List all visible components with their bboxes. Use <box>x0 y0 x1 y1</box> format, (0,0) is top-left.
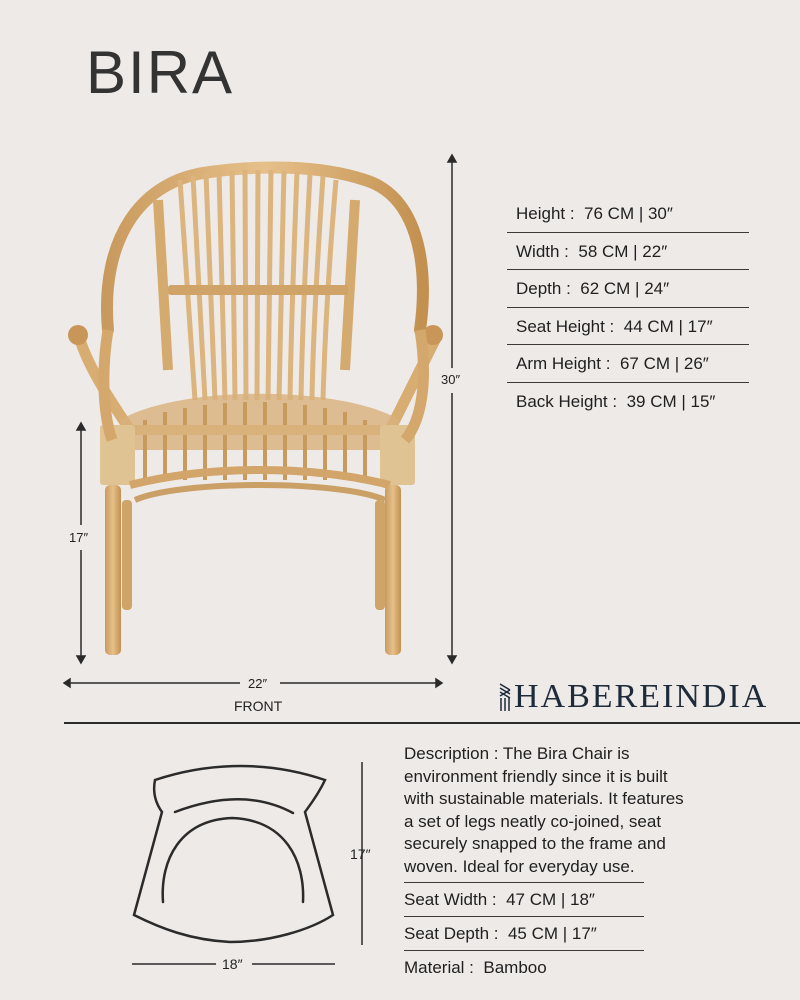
detail-row-seat-depth <box>404 917 644 951</box>
seat-height-label: 17″ <box>69 530 89 545</box>
description-block <box>404 743 734 985</box>
product-title: BIRA <box>86 39 235 106</box>
section-divider <box>64 722 800 724</box>
spec-table <box>507 195 749 420</box>
spec-label: Depth : <box>516 279 571 298</box>
spec-label: Height : <box>516 204 575 223</box>
spec-label: Width : <box>516 241 569 261</box>
spec-row-height <box>507 195 749 233</box>
chair-front-image <box>60 150 460 670</box>
spec-row-width <box>507 233 749 271</box>
spec-label: Seat Height : <box>516 316 615 336</box>
description-line: woven. Ideal for everyday use. <box>404 856 635 876</box>
spec-row-arm-height <box>507 345 749 383</box>
detail-label: Seat Width : <box>404 890 497 909</box>
spec-row-depth <box>507 270 749 308</box>
top-view-width-label: 18″ <box>222 956 243 972</box>
detail-row-seat-width <box>404 883 644 917</box>
description-text <box>404 743 684 883</box>
spec-value: 39 CM | 15″ <box>626 391 716 411</box>
spec-value: 67 CM | 26″ <box>619 354 709 373</box>
spec-value: 44 CM | 17″ <box>623 316 713 336</box>
total-height-label: 30″ <box>441 372 461 387</box>
top-view-depth-label: 17″ <box>350 846 371 862</box>
description-line: securely snapped to the frame and <box>404 834 666 853</box>
spec-row-back-height <box>507 383 749 421</box>
brand-name: HABEREINDIA <box>514 678 769 715</box>
spec-label: Arm Height : <box>516 354 611 373</box>
detail-value: Bamboo <box>483 958 547 977</box>
description-line: Description : The Bira Chair is <box>404 744 630 763</box>
width-label: 22″ <box>248 676 268 691</box>
detail-row-material <box>404 951 644 985</box>
chair-top-view-diagram <box>120 750 400 980</box>
spec-value: 76 CM | 30″ <box>584 204 673 223</box>
view-label: FRONT <box>234 698 283 714</box>
spec-value: 58 CM | 22″ <box>578 241 668 261</box>
description-line: environment friendly since it is built <box>404 766 668 786</box>
spec-label: Back Height : <box>516 391 618 411</box>
spec-row-seat-height <box>507 308 749 346</box>
description-line: with sustainable materials. It features <box>404 789 684 808</box>
detail-label: Seat Depth : <box>404 924 499 943</box>
spec-value: 62 CM | 24″ <box>580 279 670 298</box>
detail-value: 45 CM | 17″ <box>507 924 597 943</box>
brand-logo <box>498 677 768 717</box>
description-line: a set of legs neatly co-joined, seat <box>404 811 662 831</box>
detail-value: 47 CM | 18″ <box>506 890 595 909</box>
detail-label: Material : <box>404 958 474 977</box>
brand-mark-icon <box>498 682 512 712</box>
